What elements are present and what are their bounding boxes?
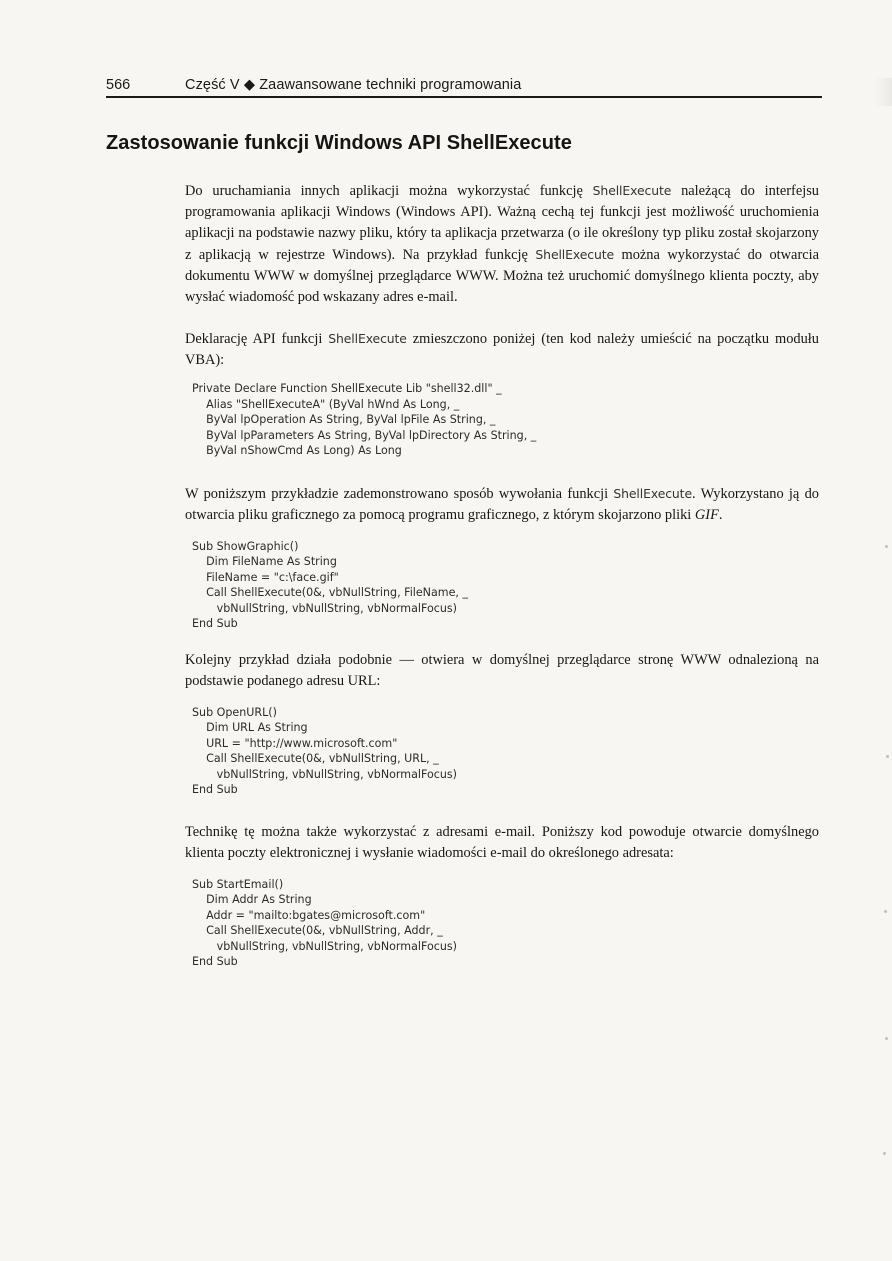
text-run: zmieszczono poniżej (ten kod należy umieścić na początku modułu VBA): <box>185 331 823 368</box>
text-run: . <box>718 506 723 523</box>
inline-code: ShellExecute <box>535 247 614 262</box>
inline-code: ShellExecute <box>328 331 407 346</box>
scan-speck <box>885 545 888 548</box>
spacer <box>185 798 819 822</box>
page-header <box>106 72 821 98</box>
spacer <box>185 632 819 650</box>
paragraph-showgraphic-intro <box>185 483 823 526</box>
spacer <box>185 308 819 328</box>
text-run: Do uruchamiania innych aplikacji można wykorzystać funkcję <box>185 183 593 199</box>
inline-code: ShellExecute <box>592 183 672 198</box>
scan-speck <box>886 755 889 758</box>
text-run: Deklarację API funkcji <box>185 331 329 347</box>
scan-speck <box>885 1037 888 1040</box>
text-run: można wykorzystać do otwarcia dokumentu WWW w domyślnej przeglądarce WWW. Można też uruchomić domyślnego klienta poczty, aby wysłać wiadomość pod wskazany adres e-mail. <box>185 247 823 305</box>
paragraph-email-intro <box>185 822 823 864</box>
paragraph-openurl-intro <box>185 650 823 692</box>
scan-speck <box>884 910 887 913</box>
page-number: 566 <box>106 77 131 93</box>
page-content <box>185 180 823 970</box>
spacer <box>185 371 819 381</box>
code-block-showgraphic: Sub ShowGraphic() Dim FileName As String FileName = "c:\face.gif" Call ShellExecute(0&, vbNullString, FileName, _ vbNullString, vbNullString, vbNormalFocus) End Sub <box>192 539 469 630</box>
section-title: Zastosowanie funkcji Windows API ShellExecute <box>106 132 572 154</box>
text-run: Kolejny przykład działa podobnie — otwiera w domyślnej przeglądarce stronę WWW odnalezioną na podstawie podanego adresu URL: <box>185 651 823 689</box>
paragraph-declaration-intro <box>185 328 823 371</box>
code-block-openurl: Sub OpenURL() Dim URL As String URL = "http://www.microsoft.com" Call ShellExecute(0&, vbNullString, URL, _ vbNullString, vbNullString, vbNormalFocus) End Sub <box>192 705 457 796</box>
inline-code: ShellExecute <box>613 485 692 501</box>
text-run: Technikę tę można także wykorzystać z adresami e-mail. Poniższy kod powoduje otwarcie domyślnego klienta poczty elektronicznej i wysłanie wiadomości e-mail do określonego adresata: <box>185 823 823 861</box>
header-rule <box>106 96 822 98</box>
spacer <box>185 864 819 877</box>
code-block-declaration: Private Declare Function ShellExecute Lib "shell32.dll" _ Alias "ShellExecuteA" (ByVal hWnd As Long, _ ByVal lpOperation As String, ByVal lpFile As String, _ ByVal lpParameters As String, ByVal lpDirectory As String, _ ByVal nShowCmd As Long) As Long <box>192 382 537 457</box>
italic-text: GIF <box>694 506 719 523</box>
text-run: . Wykorzystano ją do otwarcia pliku graficznego za pomocą programu graficznego, z którym skojarzono pliki <box>185 485 823 523</box>
text-run: W poniższym przykładzie zademonstrowano sposób wywołania funkcji <box>185 485 614 502</box>
spacer <box>185 459 819 483</box>
code-block-startemail: Sub StartEmail() Dim Addr As String Addr = "mailto:bgates@microsoft.com" Call ShellExecute(0&, vbNullString, Addr, _ vbNullString, vbNullString, vbNormalFocus) End Sub <box>192 877 457 968</box>
paragraph-intro <box>185 180 823 308</box>
spacer <box>185 526 819 539</box>
scan-edge-shadow <box>874 78 892 106</box>
spacer <box>185 692 819 705</box>
running-head: Część V ◆ Zaawansowane techniki programowania <box>185 77 522 93</box>
text-run: należącą do interfejsu programowania aplikacji Windows (Windows API). Ważną cechą tej funkcji jest możliwość uruchomienia aplikacji na podstawie nazwy pliku, który ta aplikacja przetwarza (o ile określony typ pliku został skojarzony z aplikacją w rejestrze Windows). Na przykład funkcję <box>185 183 823 263</box>
scan-speck <box>883 1152 886 1155</box>
